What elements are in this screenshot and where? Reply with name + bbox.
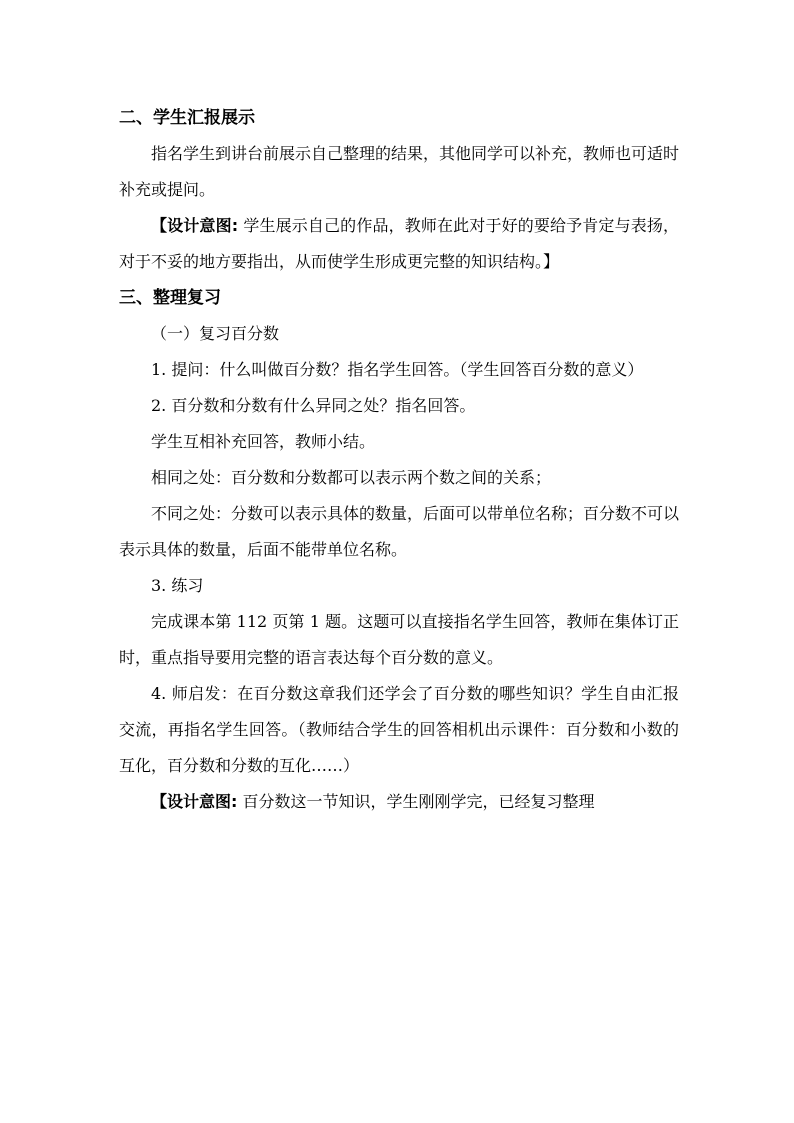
section-heading-review: 三、整理复习: [119, 288, 221, 308]
question-4-inspire: 4. 师启发：在百分数这章我们还学会了百分数的哪些知识？学生自由汇报交流，再指名学生回答。（教师结合学生的回答相机出示课件：百分数和小数的互化，百分数和分数的互化……）: [119, 684, 679, 775]
design-intent-text: 学生展示自己的作品，教师在此对于好的要给予肯定与表扬，对于不妥的地方要指出，从而使学生形成更完整的知识结构。】: [119, 216, 679, 271]
exercise-text: 完成课本第 112 页第 1 题。这题可以直接指名学生回答，教师在集体订正时，重点指导要用完整的语言表达每个百分数的意义。: [119, 612, 679, 667]
subheading-review-percent: （一）复习百分数: [151, 324, 280, 343]
teacher-summary: 学生互相补充回答，教师小结。: [151, 432, 376, 451]
paragraph-report-instruction: 指名学生到讲台前展示自己整理的结果，其他同学可以补充，教师也可适时补充或提问。: [119, 144, 680, 199]
design-intent-label-2: 【设计意图:: [151, 792, 238, 811]
design-intent-label: 【设计意图:: [151, 216, 239, 235]
question-2: 2. 百分数和分数有什么异同之处？指名回答。: [151, 396, 476, 415]
page-content: [119, 100, 679, 820]
difference-text: 不同之处：分数可以表示具体的数量，后面可以带单位名称；百分数不可以表示具体的数量，后面不能带单位名称。: [119, 504, 680, 559]
design-intent-paragraph-2: [119, 784, 679, 820]
question-3-practice: 3. 练习: [151, 576, 204, 595]
design-intent-paragraph-1: [119, 208, 679, 280]
design-intent-text-2: 百分数这一节知识，学生刚刚学完，已经复习整理: [237, 792, 595, 811]
question-1: 1. 提问：什么叫做百分数？指名学生回答。（学生回答百分数的意义）: [151, 360, 644, 379]
similarity-text: 相同之处：百分数和分数都可以表示两个数之间的关系；: [151, 468, 552, 487]
section-heading-report: 二、学生汇报展示: [119, 108, 255, 128]
